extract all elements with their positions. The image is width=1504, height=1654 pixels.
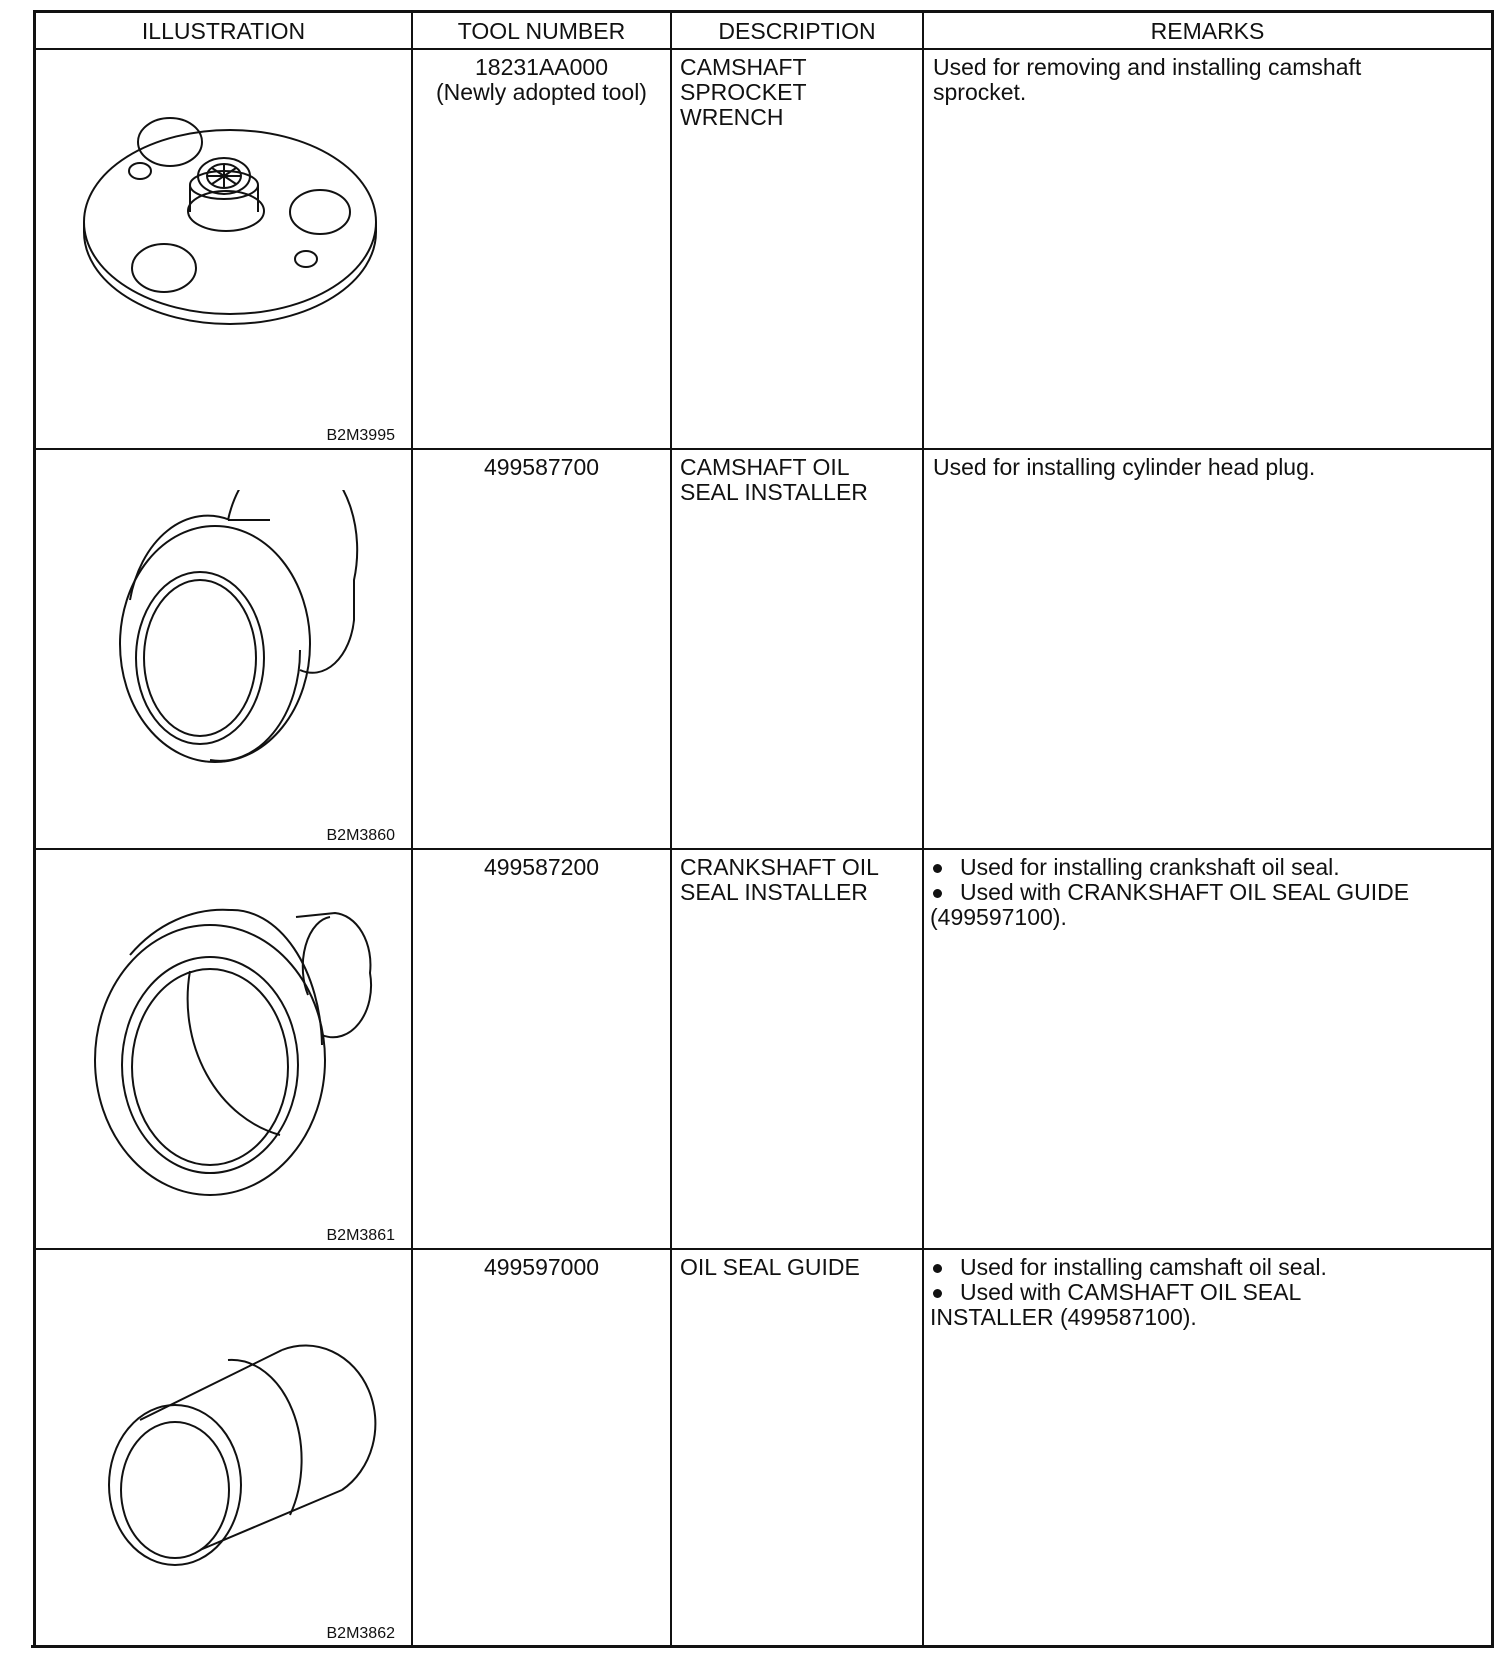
description: CAMSHAFT SPROCKET WRENCH <box>680 54 807 130</box>
table-border-left <box>33 10 36 1648</box>
table-border-bottom <box>31 1645 1494 1648</box>
remarks-bullet: Used with CRANKSHAFT OIL SEAL GUIDE <box>930 880 1485 905</box>
remarks-continuation: INSTALLER (499587100). <box>930 1304 1197 1330</box>
header-remarks: REMARKS <box>1150 18 1265 44</box>
camshaft-oil-seal-installer-drawing <box>60 490 400 790</box>
tool-number: 499587200 <box>483 854 600 880</box>
column-divider <box>922 10 924 1646</box>
description: CRANKSHAFT OIL SEAL INSTALLER <box>680 854 879 905</box>
description: OIL SEAL GUIDE <box>680 1254 860 1280</box>
bullet-icon <box>933 1289 942 1298</box>
remarks-bullet: Used with CAMSHAFT OIL SEAL <box>930 1280 1485 1305</box>
remarks: Used for installing cylinder head plug. <box>933 454 1316 480</box>
row-divider <box>36 448 1491 450</box>
bullet-icon <box>933 889 942 898</box>
table-border-top <box>36 10 1494 13</box>
camshaft-sprocket-wrench-drawing <box>60 80 400 380</box>
oil-seal-guide-drawing <box>60 1300 400 1600</box>
remarks: Used for removing and installing camshaft sprocket. <box>933 54 1362 105</box>
column-divider <box>670 10 672 1646</box>
bullet-icon <box>933 1264 942 1273</box>
illustration-code: B2M3862 <box>326 1625 395 1642</box>
row-divider <box>36 1248 1491 1250</box>
remarks-bullet: Used for installing camshaft oil seal. <box>930 1255 1485 1280</box>
header-illustration: ILLUSTRATION <box>141 18 306 44</box>
column-divider <box>411 10 413 1646</box>
illustration-code: B2M3860 <box>326 827 395 844</box>
tool-number: 18231AA000 (Newly adopted tool) <box>436 54 647 105</box>
remarks-bullet: Used for installing crankshaft oil seal. <box>930 855 1485 880</box>
header-divider <box>36 48 1491 50</box>
row-divider <box>36 848 1491 850</box>
illustration-code: B2M3861 <box>326 1227 395 1244</box>
crankshaft-oil-seal-installer-drawing <box>60 895 400 1205</box>
header-tool-number: TOOL NUMBER <box>457 18 626 44</box>
remarks <box>930 855 1485 930</box>
table-border-right <box>1491 10 1494 1648</box>
remarks-continuation: (499597100). <box>930 904 1067 930</box>
header-description: DESCRIPTION <box>718 18 876 44</box>
bullet-icon <box>933 864 942 873</box>
illustration-code: B2M3995 <box>326 427 395 444</box>
tool-number: 499597000 <box>483 1254 600 1280</box>
remarks <box>930 1255 1485 1330</box>
tool-number: 499587700 <box>483 454 600 480</box>
description: CAMSHAFT OIL SEAL INSTALLER <box>680 454 868 505</box>
